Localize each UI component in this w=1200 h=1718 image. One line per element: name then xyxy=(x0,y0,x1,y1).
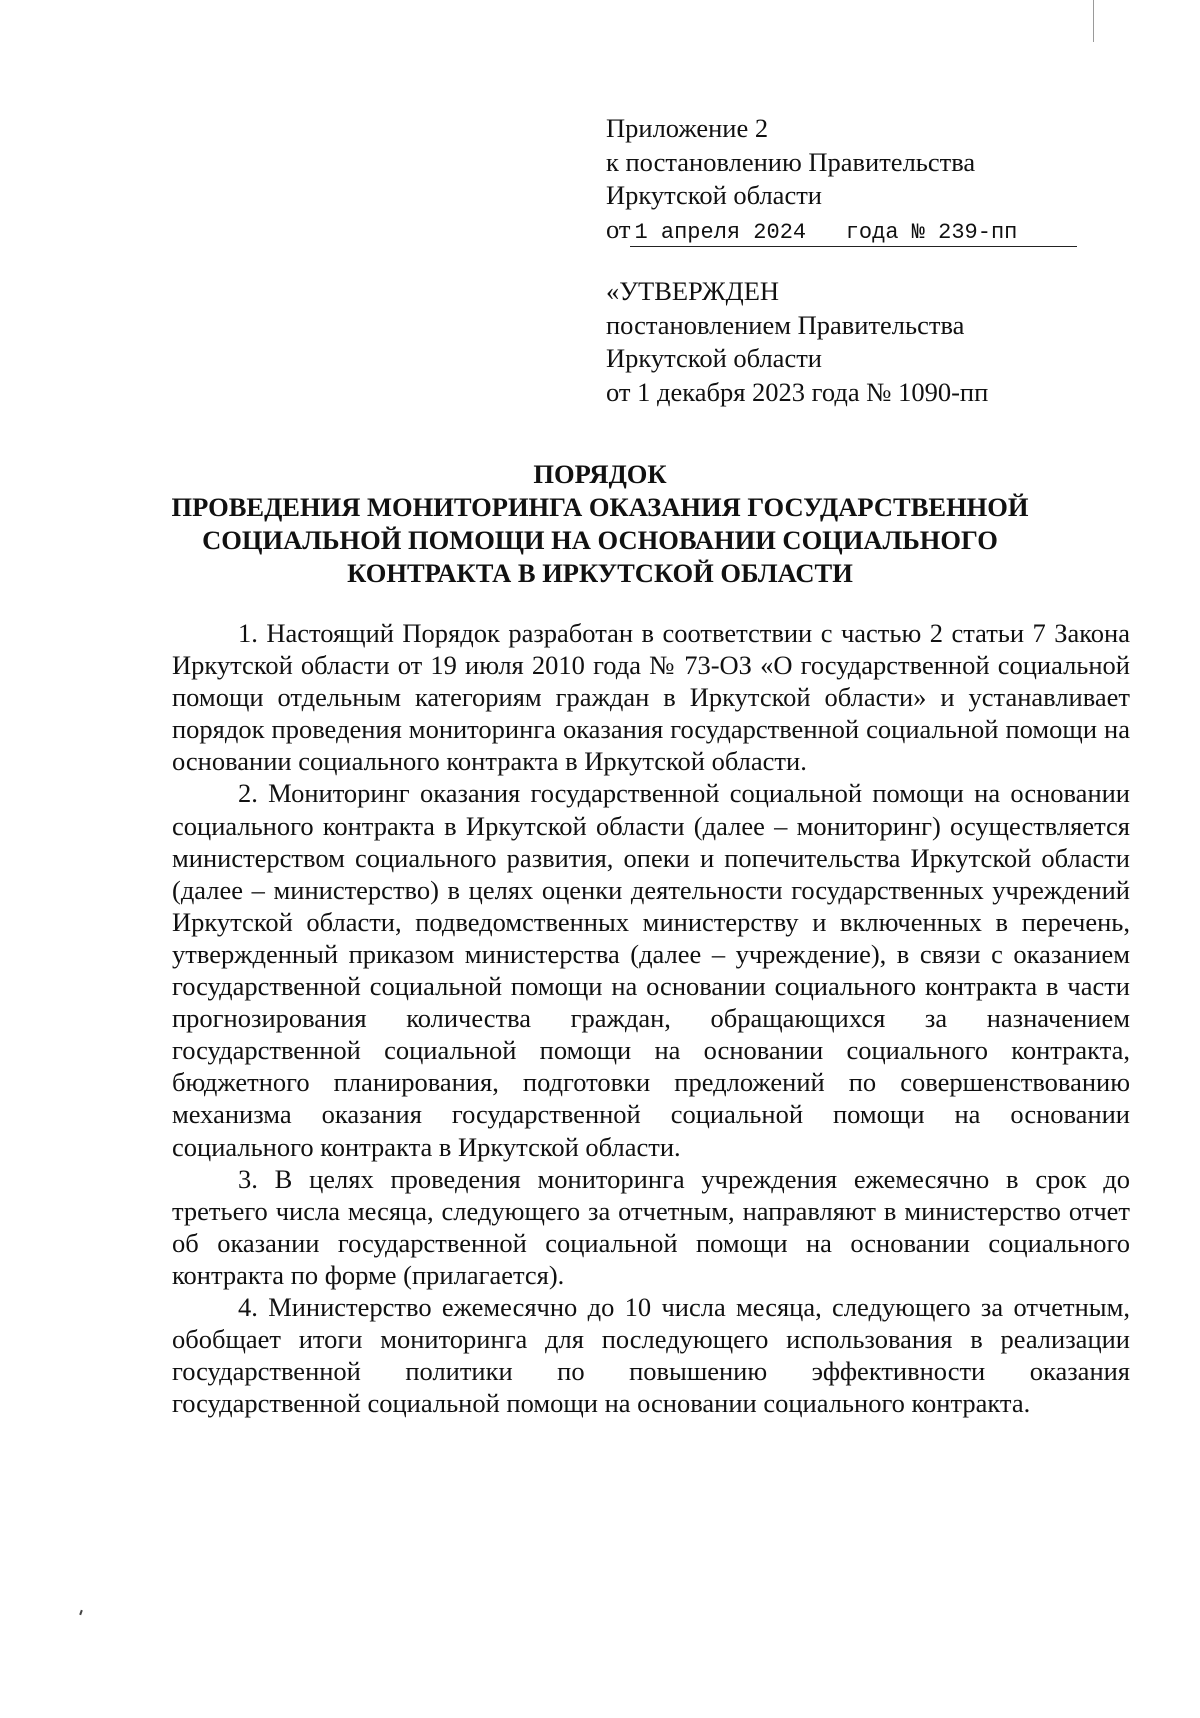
appendix-date-field: 1 апреля 2024 года № 239-пп xyxy=(630,220,1077,247)
heading-line-2: ПРОВЕДЕНИЯ МОНИТОРИНГА ОКАЗАНИЯ ГОСУДАРСТВЕННОЙ xyxy=(171,492,1029,522)
appendix-title: Приложение 2 xyxy=(606,113,769,143)
document-heading xyxy=(150,458,1050,590)
appendix-date-prefix: от xyxy=(606,213,631,244)
approved-resolution-line: постановлением Правительства xyxy=(606,309,965,340)
approved-date-line: от 1 декабря 2023 года № 1090-пп xyxy=(606,376,989,407)
paragraph-3: 3. В целях проведения мониторинга учреждения ежемесячно в срок до третьего числа месяца, следующего за отчетным, направляют в министерство отчет об оказании государственной социальной помощи на основании социального контракта по форме (прилагается). xyxy=(172,1163,1130,1290)
heading-line-3: СОЦИАЛЬНОЙ ПОМОЩИ НА ОСНОВАНИИ СОЦИАЛЬНОГО xyxy=(202,525,998,555)
appendix-date-line xyxy=(606,213,1126,247)
approved-region-line: Иркутской области xyxy=(606,343,822,373)
heading-line-4: КОНТРАКТА В ИРКУТСКОЙ ОБЛАСТИ xyxy=(347,558,853,588)
paragraph-4: 4. Министерство ежемесячно до 10 числа месяца, следующего за отчетным, обобщает итоги мониторинга для последующего использования в реализации государственной политики по повышению эффективности оказания государственной социальной помощи на основании социального контракта. xyxy=(172,1291,1130,1419)
approved-block xyxy=(606,275,1126,409)
appendix-region-line: Иркутской области xyxy=(606,180,822,210)
scan-edge-mark xyxy=(1093,0,1094,42)
appendix-resolution-line: к постановлению Правительства xyxy=(606,146,976,177)
document-body xyxy=(172,617,1130,1419)
paragraph-1: 1. Настоящий Порядок разработан в соответствии с частью 2 статьи 7 Закона Иркутской области от 19 июля 2010 года № 73-ОЗ «О государственной социальной помощи отдельным категориям граждан в Иркутской области» и устанавливает порядок проведения мониторинга оказания государственной социальной помощи на основании социального контракта в Иркутской области. xyxy=(172,618,1130,777)
paragraph-2: 2. Мониторинг оказания государственной социальной помощи на основании социального контракта в Иркутской области (далее – мониторинг) осуществляется министерством социального развития, опеки и попечительства Иркутской области (далее – министерство) в целях оценки деятельности государственных учреждений Иркутской области, подведомственных министерству и включенных в перечень, утвержденный приказом министерства (далее – учреждение), в связи с оказанием государственной социальной помощи на основании социального контракта в части прогнозирования количества граждан, обращающихся за назначением государственной социальной помощи на основании социального контракта, бюджетного планирования, подготовки предложений по совершенствованию механизма оказания государственной социальной помощи на основании социального контракта в Иркутской области. xyxy=(172,778,1130,1162)
scan-speck xyxy=(79,1610,83,1615)
approved-title: «УТВЕРЖДЕН xyxy=(606,276,780,306)
heading-line-1: ПОРЯДОК xyxy=(533,459,667,489)
appendix-block xyxy=(606,112,1126,247)
